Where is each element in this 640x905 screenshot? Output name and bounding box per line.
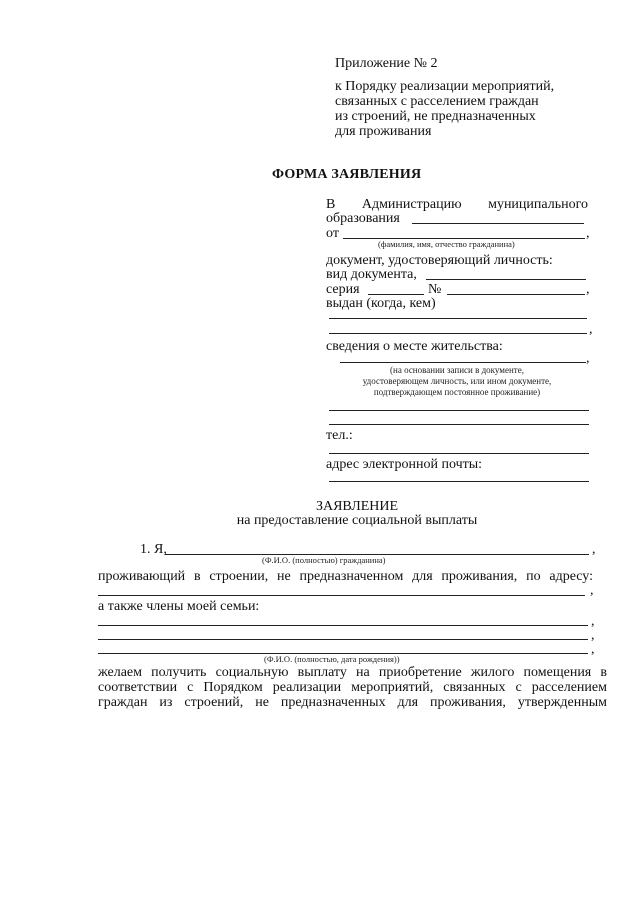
family-field-1[interactable] <box>98 625 588 626</box>
appendix-title: Приложение № 2 <box>335 56 438 71</box>
residence-comma: , <box>586 351 590 366</box>
number-field[interactable] <box>447 294 585 295</box>
residence-field-3[interactable] <box>329 424 589 425</box>
phone-field[interactable] <box>329 453 589 454</box>
entity-label: образования <box>326 211 400 226</box>
appendix-line: к Порядку реализации мероприятий, <box>335 79 555 94</box>
residence-field-2[interactable] <box>329 410 589 411</box>
family-field-2[interactable] <box>98 639 588 640</box>
doc-type-label: вид документа, <box>326 267 417 282</box>
applicant-fio-hint: (Ф.И.О. (полностью) гражданина) <box>262 555 386 565</box>
statement-subtitle: на предоставление социальной выплаты <box>236 513 478 528</box>
family-hint: (Ф.И.О. (полностью, дата рождения)) <box>264 654 400 664</box>
family-comma-1: , <box>591 614 595 629</box>
body-line: желаем получить социальную выплату на приобретение жилого помещения в <box>98 665 607 680</box>
appendix-line: из строений, не предназначенных <box>335 109 536 124</box>
statement-title: ЗАЯВЛЕНИЕ <box>315 499 399 514</box>
appendix-line: связанных с расселением граждан <box>335 94 539 109</box>
residence-field[interactable] <box>340 362 586 363</box>
family-comma-3: , <box>591 642 595 657</box>
item1-comma: , <box>592 542 596 557</box>
fio-hint: (фамилия, имя, отчество гражданина) <box>378 239 515 249</box>
form-title: ФОРМА ЗАЯВЛЕНИЯ <box>272 167 422 182</box>
body-line: граждан из строений, не предназначенных для проживания, утвержденным <box>98 695 607 710</box>
series-label: серия <box>326 282 360 297</box>
residence-label: сведения о месте жительства: <box>326 339 503 354</box>
issued-label: выдан (когда, кем) <box>326 296 436 311</box>
living-text: проживающий в строении, не предназначенном для проживания, по адресу: <box>98 569 593 584</box>
id-doc-label: документ, удостоверяющий личность: <box>326 253 553 268</box>
address-field[interactable] <box>98 595 585 596</box>
from-label: от <box>326 226 339 241</box>
from-comma: , <box>586 226 590 241</box>
number-comma: , <box>586 282 590 297</box>
addressee-line <box>326 198 588 212</box>
residence-hint: (на основании записи в документе, удостоверяющем личность, или ином документе, подтверждающем постоянное проживание) <box>362 365 552 397</box>
addressee-middle: Администрацию <box>361 197 462 212</box>
body-line: соответствии с Порядком реализации мероприятий, связанных с расселением <box>98 680 607 695</box>
issued-comma: , <box>589 322 593 337</box>
email-label: адрес электронной почты: <box>326 457 483 472</box>
family-comma-2: , <box>591 628 595 643</box>
issued-field-1[interactable] <box>329 318 587 319</box>
entity-field[interactable] <box>412 223 584 224</box>
addressee-prefix: В <box>326 197 336 212</box>
doc-type-field[interactable] <box>426 279 586 280</box>
appendix-line: для проживания <box>335 124 432 139</box>
address-comma: , <box>590 583 594 598</box>
phone-label: тел.: <box>326 428 353 443</box>
series-field[interactable] <box>368 294 424 295</box>
number-label: № <box>428 282 442 297</box>
email-field[interactable] <box>329 481 589 482</box>
item1-label: 1. Я, <box>140 542 167 557</box>
family-label: а также члены моей семьи: <box>98 599 260 614</box>
addressee-suffix: муниципального <box>488 197 588 212</box>
issued-field-2[interactable] <box>329 333 587 334</box>
